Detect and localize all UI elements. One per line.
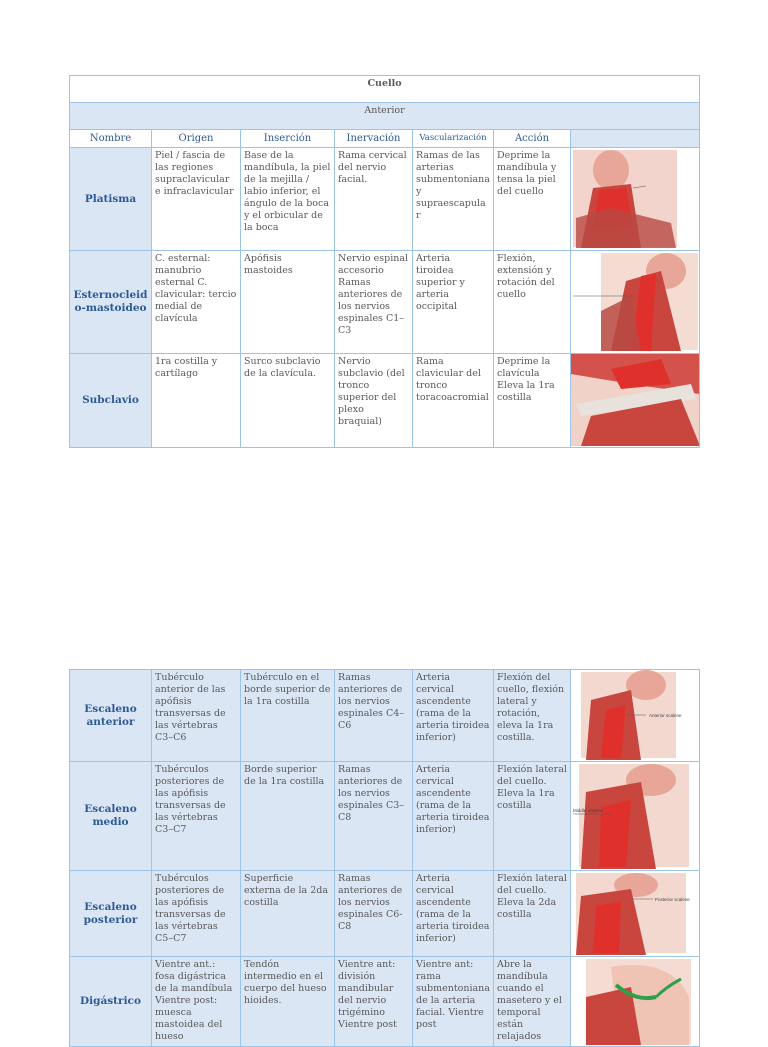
cell-accion: Flexión del cuello, flexión lateral y rotación, eleva la 1ra costilla. xyxy=(494,670,571,762)
anatomy-image-subclavius xyxy=(571,354,700,448)
cell-insercion: Tendón intermedio en el cuerpo del hueso hioides. xyxy=(241,957,335,1047)
cell-origen: Piel / fascia de las regiones supraclavicular e infraclavicular xyxy=(152,148,241,251)
table-row xyxy=(70,871,700,957)
table-escalenos xyxy=(69,669,700,1047)
table-row xyxy=(70,148,700,251)
cell-insercion: Borde superior de la 1ra costilla xyxy=(241,762,335,871)
cell-accion: Deprime la clavícula Eleva la 1ra costilla xyxy=(494,354,571,448)
cell-origen: Tubérculos posteriores de las apófisis transversas de las vértebras C5–C7 xyxy=(152,871,241,957)
table-row xyxy=(70,251,700,354)
cell-vascularizacion: Arteria cervical ascendente (rama de la arteria tiroidea inferior) xyxy=(413,670,494,762)
cell-origen: Tubérculos posteriores de las apófisis transversas de las vértebras C3–C7 xyxy=(152,762,241,871)
cell-insercion: Apófisis mastoides xyxy=(241,251,335,354)
cell-inervacion: Ramas anteriores de los nervios espinales C6-C8 xyxy=(335,871,413,957)
anatomy-image-anterior-scalene xyxy=(571,670,700,762)
table-subtitle: Anterior xyxy=(70,103,700,130)
muscle-name: Platisma xyxy=(70,148,152,251)
cell-accion: Flexión, extensión y rotación del cuello xyxy=(494,251,571,354)
table-row xyxy=(70,354,700,448)
image-label: Posterior scalene xyxy=(655,897,690,902)
cell-accion: Abre la mandíbula cuando el masetero y el temporal están relajados xyxy=(494,957,571,1047)
cell-insercion: Base de la mandíbula, la piel de la mejilla / labio inferior, el ángulo de la boca y el orbicular de la boca xyxy=(241,148,335,251)
header-insercion: Inserción xyxy=(241,130,335,148)
cell-origen: C. esternal: manubrio esternal C. clavicular: tercio medial de clavícula xyxy=(152,251,241,354)
cell-insercion: Superficie externa de la 2da costilla xyxy=(241,871,335,957)
image-label: Anterior scalene xyxy=(649,713,682,718)
table-row xyxy=(70,762,700,871)
muscle-name: Escaleno anterior xyxy=(70,670,152,762)
header-accion: Acción xyxy=(494,130,571,148)
header-inervacion: Inervación xyxy=(335,130,413,148)
header-row xyxy=(70,130,700,148)
cell-accion: Flexión lateral del cuello. Eleva la 1ra costilla xyxy=(494,762,571,871)
cell-inervacion: Ramas anteriores de los nervios espinales C3–C8 xyxy=(335,762,413,871)
cell-origen: Tubérculo anterior de las apófisis transversas de las vértebras C3–C6 xyxy=(152,670,241,762)
cell-vascularizacion: Vientre ant: rama submentoniana de la arteria facial. Vientre post xyxy=(413,957,494,1047)
cell-vascularizacion: Arteria cervical ascendente (rama de la arteria tiroidea inferior) xyxy=(413,762,494,871)
header-origen: Origen xyxy=(152,130,241,148)
cell-inervacion: Nervio espinal accesorio Ramas anteriores de los nervios espinales C1–C3 xyxy=(335,251,413,354)
muscle-name: Escaleno posterior xyxy=(70,871,152,957)
anatomy-image-posterior-scalene xyxy=(571,871,700,957)
cell-insercion: Tubérculo en el borde superior de la 1ra costilla xyxy=(241,670,335,762)
cell-vascularizacion: Arteria tiroidea superior y arteria occipital xyxy=(413,251,494,354)
image-label: Middle scalene xyxy=(573,808,604,813)
muscle-name: Digástrico xyxy=(70,957,152,1047)
muscle-name: Esternocleido-mastoideo xyxy=(70,251,152,354)
cell-accion: Flexión lateral del cuello. Eleva la 2da costilla xyxy=(494,871,571,957)
cell-inervacion: Nervio subclavio (del tronco superior del plexo braquial) xyxy=(335,354,413,448)
muscle-name: Subclavio xyxy=(70,354,152,448)
cell-inervacion: Vientre ant: división mandibular del nervio trigémino Vientre post xyxy=(335,957,413,1047)
table-row xyxy=(70,670,700,762)
table-title: Cuello xyxy=(70,76,700,103)
header-image xyxy=(571,130,700,148)
cell-inervacion: Rama cervical del nervio facial. xyxy=(335,148,413,251)
anatomy-image-digastric xyxy=(571,957,700,1047)
cell-accion: Deprime la mandíbula y tensa la piel del cuello xyxy=(494,148,571,251)
header-nombre: Nombre xyxy=(70,130,152,148)
muscle-name: Escaleno medio xyxy=(70,762,152,871)
anatomy-image-middle-scalene xyxy=(571,762,700,871)
table-row xyxy=(70,957,700,1047)
anatomy-image-sternocleidomastoid xyxy=(571,251,700,354)
anatomy-image-platysma xyxy=(571,148,700,251)
cell-vascularizacion: Arteria cervical ascendente (rama de la arteria tiroidea inferior) xyxy=(413,871,494,957)
cell-vascularizacion: Ramas de las arterias submentoniana y supraescapular xyxy=(413,148,494,251)
table-cuello-anterior xyxy=(69,75,700,448)
cell-insercion: Surco subclavio de la clavícula. xyxy=(241,354,335,448)
header-vascularizacion: Vascularización xyxy=(413,130,494,148)
cell-origen: 1ra costilla y cartílago xyxy=(152,354,241,448)
cell-vascularizacion: Rama clavicular del tronco toracoacromial xyxy=(413,354,494,448)
cell-inervacion: Ramas anteriores de los nervios espinales C4–C6 xyxy=(335,670,413,762)
cell-origen: Vientre ant.: fosa digástrica de la mandíbula Vientre post: muesca mastoidea del hueso xyxy=(152,957,241,1047)
